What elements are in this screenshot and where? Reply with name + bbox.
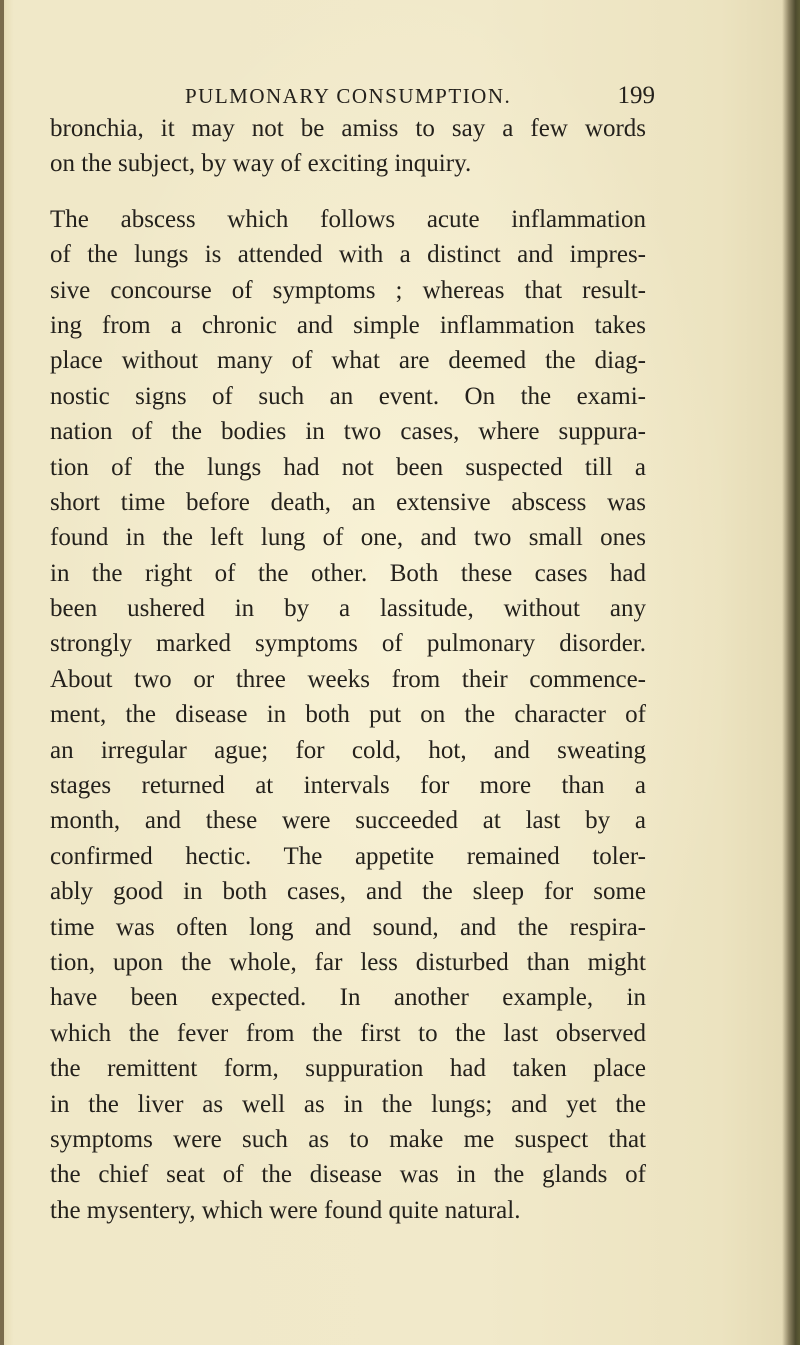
text-line: symptoms were such as to make me suspect that xyxy=(50,1125,646,1153)
text-line: nation of the bodies in two cases, where suppura- xyxy=(50,418,646,446)
running-head xyxy=(185,84,655,110)
page-number: 199 xyxy=(617,82,655,109)
text-line: The abscess which follows acute inflammation xyxy=(50,205,646,233)
text-line: sive concourse of symptoms ; whereas that result- xyxy=(50,276,646,304)
text-line: short time before death, an extensive abscess was xyxy=(50,488,646,516)
page-left-edge xyxy=(0,0,4,1345)
paragraph xyxy=(50,202,646,1228)
text-line: tion of the lungs had not been suspected till a xyxy=(50,453,646,481)
running-head-title: PULMONARY CONSUMPTION. xyxy=(185,84,512,108)
paragraph-gap xyxy=(50,182,646,202)
text-line: been ushered in by a lassitude, without any xyxy=(50,595,646,623)
text-line: in the liver as well as in the lungs; and yet the xyxy=(50,1090,646,1118)
text-line: tion, upon the whole, far less disturbed than might xyxy=(50,948,646,976)
text-line: the remittent form, suppuration had taken place xyxy=(50,1055,646,1083)
text-line: on the subject, by way of exciting inquiry. xyxy=(50,150,472,178)
text-line: place without many of what are deemed the diag- xyxy=(50,347,646,375)
text-line: bronchia, it may not be amiss to say a few words xyxy=(50,115,646,142)
text-line: have been expected. In another example, in xyxy=(50,984,646,1012)
text-line: nostic signs of such an event. On the exami- xyxy=(50,382,646,410)
text-line: the mysentery, which were found quite natural. xyxy=(50,1196,521,1224)
text-line: which the fever from the first to the last observed xyxy=(50,1019,646,1047)
text-line: the chief seat of the disease was in the glands of xyxy=(50,1161,646,1189)
text-line: ably good in both cases, and the sleep for some xyxy=(50,878,646,906)
text-line: stages returned at intervals for more than a xyxy=(50,772,646,800)
text-line: ment, the disease in both put on the character of xyxy=(50,701,646,729)
text-line: ing from a chronic and simple inflammation takes xyxy=(50,311,646,339)
body-text xyxy=(50,111,646,1228)
text-line: About two or three weeks from their commence- xyxy=(50,665,646,693)
paragraph xyxy=(50,111,646,182)
text-line: strongly marked symptoms of pulmonary disorder. xyxy=(50,630,646,658)
text-line: found in the left lung of one, and two small ones xyxy=(50,524,646,552)
text-line: month, and these were succeeded at last by a xyxy=(50,807,646,835)
text-line: confirmed hectic. The appetite remained toler- xyxy=(50,842,646,870)
text-line: time was often long and sound, and the respira- xyxy=(50,913,646,941)
text-line: an irregular ague; for cold, hot, and sweating xyxy=(50,736,646,764)
page-right-edge xyxy=(782,0,800,1345)
text-line: of the lungs is attended with a distinct and impres- xyxy=(50,241,646,269)
text-line: in the right of the other. Both these cases had xyxy=(50,559,646,587)
